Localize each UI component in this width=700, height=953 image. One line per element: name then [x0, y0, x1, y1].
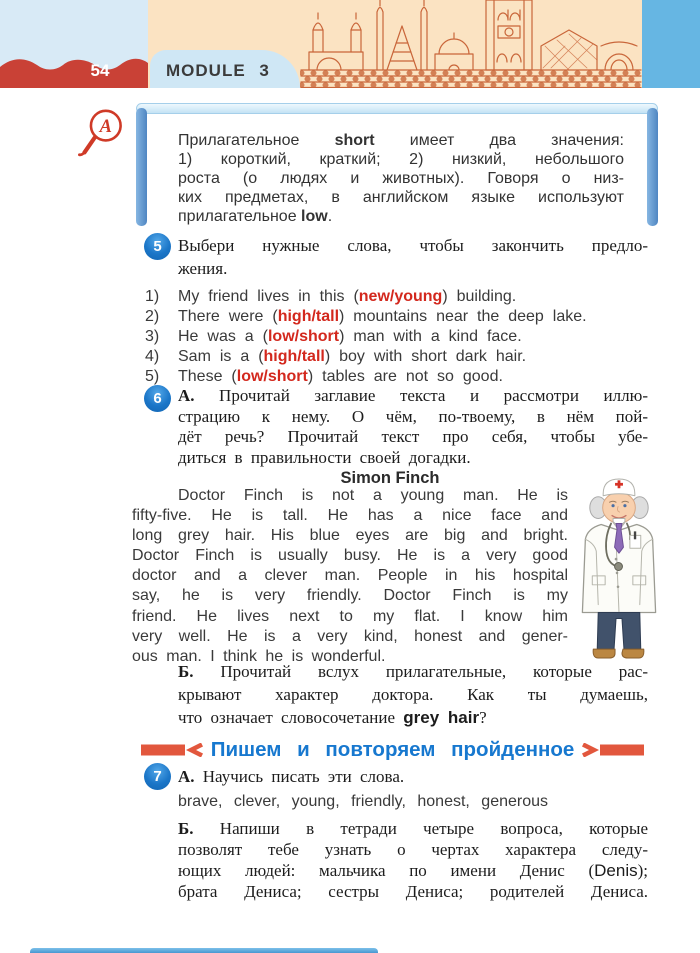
text-line: Б. Прочитай вслух прилагательные, которые рас-	[178, 662, 648, 681]
exercise-6-part-a	[178, 386, 648, 468]
page-number: 54	[90, 61, 110, 80]
text-line: ких предметах, в английском языке используют	[178, 189, 624, 206]
grammar-note	[178, 131, 624, 226]
magnifier-A-icon	[78, 106, 128, 160]
list-item-text: My friend lives in this (new/young) building.	[178, 288, 517, 305]
text-line: say, he is very friendly. Doctor Finch is my	[132, 587, 568, 605]
text-line: А. Научись писать эти слова.	[178, 767, 405, 786]
text-line: Прилагательное short имеет два значения:	[178, 132, 624, 149]
text-line: Б. Напиши в тетради четыре вопроса, которые	[178, 819, 648, 838]
infobox-left-bar	[136, 108, 147, 226]
exercise-7-part-b	[178, 818, 648, 902]
text-line: doctor and a clever man. People in his hospital	[132, 567, 568, 585]
exercise-6-part-b	[178, 660, 648, 729]
list-item-text: These (low/short) tables are not so good.	[178, 368, 503, 385]
list-item	[145, 327, 648, 347]
exercise-6-badge: 6	[144, 385, 171, 412]
text-line: Doctor Finch is not a young man. He is	[178, 487, 568, 504]
exercise-5-instruction	[178, 234, 648, 280]
text-line: роста (о людях и животных). Говоря о низ-	[178, 170, 624, 187]
exercise-7-part-a	[178, 766, 648, 788]
list-item-text: Sam is a (high/tall) boy with short dark hair.	[178, 348, 527, 365]
list-item-number: 1)	[145, 288, 160, 305]
text-line: прилагательное low.	[178, 208, 333, 225]
text-line: very well. He is a very kind, honest and gener-	[132, 627, 568, 645]
list-item-number: 2)	[145, 308, 160, 325]
header-tan-block	[148, 0, 642, 88]
list-item	[145, 347, 648, 367]
text-line: 1) короткий, краткий; 2) низкий, небольшого	[178, 151, 624, 168]
text-line: страцию к нему. О чём, по-твоему, в нём пой-	[178, 406, 648, 426]
city-skyline-art	[300, 0, 642, 88]
story-title: Simon Finch	[340, 469, 440, 487]
module-bubble	[150, 50, 300, 88]
text-line: ющих людей: мальчика по имени Денис (Denis);	[178, 861, 648, 880]
exercise-5-list	[145, 287, 648, 387]
text-line: Doctor Finch is usually busy. He is a very good	[132, 547, 568, 565]
infobox-top-tube	[136, 103, 658, 114]
text-line: long grey hair. His blue eyes are big and bright.	[132, 527, 568, 545]
magnifier-letter: A	[99, 117, 112, 138]
text-line: fifty-five. He is tall. He has a nice face and	[132, 507, 568, 525]
exercise-7-badge: 7	[144, 763, 171, 790]
exercise-5-badge: 5	[144, 233, 171, 260]
text-line: диться в правильности своей догадки.	[178, 447, 471, 467]
text-line: брата Дениса; сестры Дениса; родителей Дениса.	[178, 882, 648, 901]
section-banner-title: Пишем и повторяем пройденное	[210, 738, 575, 761]
list-item-text: He was a (low/short) man with a kind face.	[178, 328, 522, 345]
list-item-number: 5)	[145, 368, 160, 385]
list-item-number: 3)	[145, 328, 160, 345]
module-label: MODULE 3	[166, 61, 270, 80]
section-banner	[130, 738, 655, 762]
list-item	[145, 287, 648, 307]
header-blue-block	[642, 0, 700, 88]
infobox-right-bar	[647, 108, 658, 226]
list-item-text: There were (high/tall) mountains near the deep lake.	[178, 308, 587, 325]
text-line: дёт речь? Прочитай текст про себя, чтобы убе-	[178, 427, 648, 446]
list-item	[145, 367, 648, 387]
list-item-number: 4)	[145, 348, 160, 365]
text-line: что означает словосочетание grey hair?	[178, 708, 487, 727]
text-line: жения.	[178, 259, 228, 278]
text-line: ous man. I think he is wonderful.	[132, 647, 386, 665]
text-line: friend. He lives next to my flat. I know him	[132, 607, 568, 625]
doctor-illustration	[572, 474, 666, 660]
ribbon-right-icon	[582, 743, 644, 757]
text-line: крывают характер доктора. Как ты думаешь,	[178, 685, 648, 704]
text-line: А. Прочитай заглавие текста и рассмотри иллю-	[178, 386, 648, 405]
bottom-decor-bar	[30, 948, 378, 953]
ribbon-left-icon	[141, 743, 203, 757]
text-line: позволят тебе узнать о чертах характера следу-	[178, 840, 648, 859]
text-line: Выбери нужные слова, чтобы закончить предло-	[178, 236, 648, 255]
story-text	[132, 486, 568, 667]
page-header	[0, 0, 700, 88]
exercise-7-word-list: brave, clever, young, friendly, honest, generous	[178, 793, 549, 810]
list-item	[145, 307, 648, 327]
